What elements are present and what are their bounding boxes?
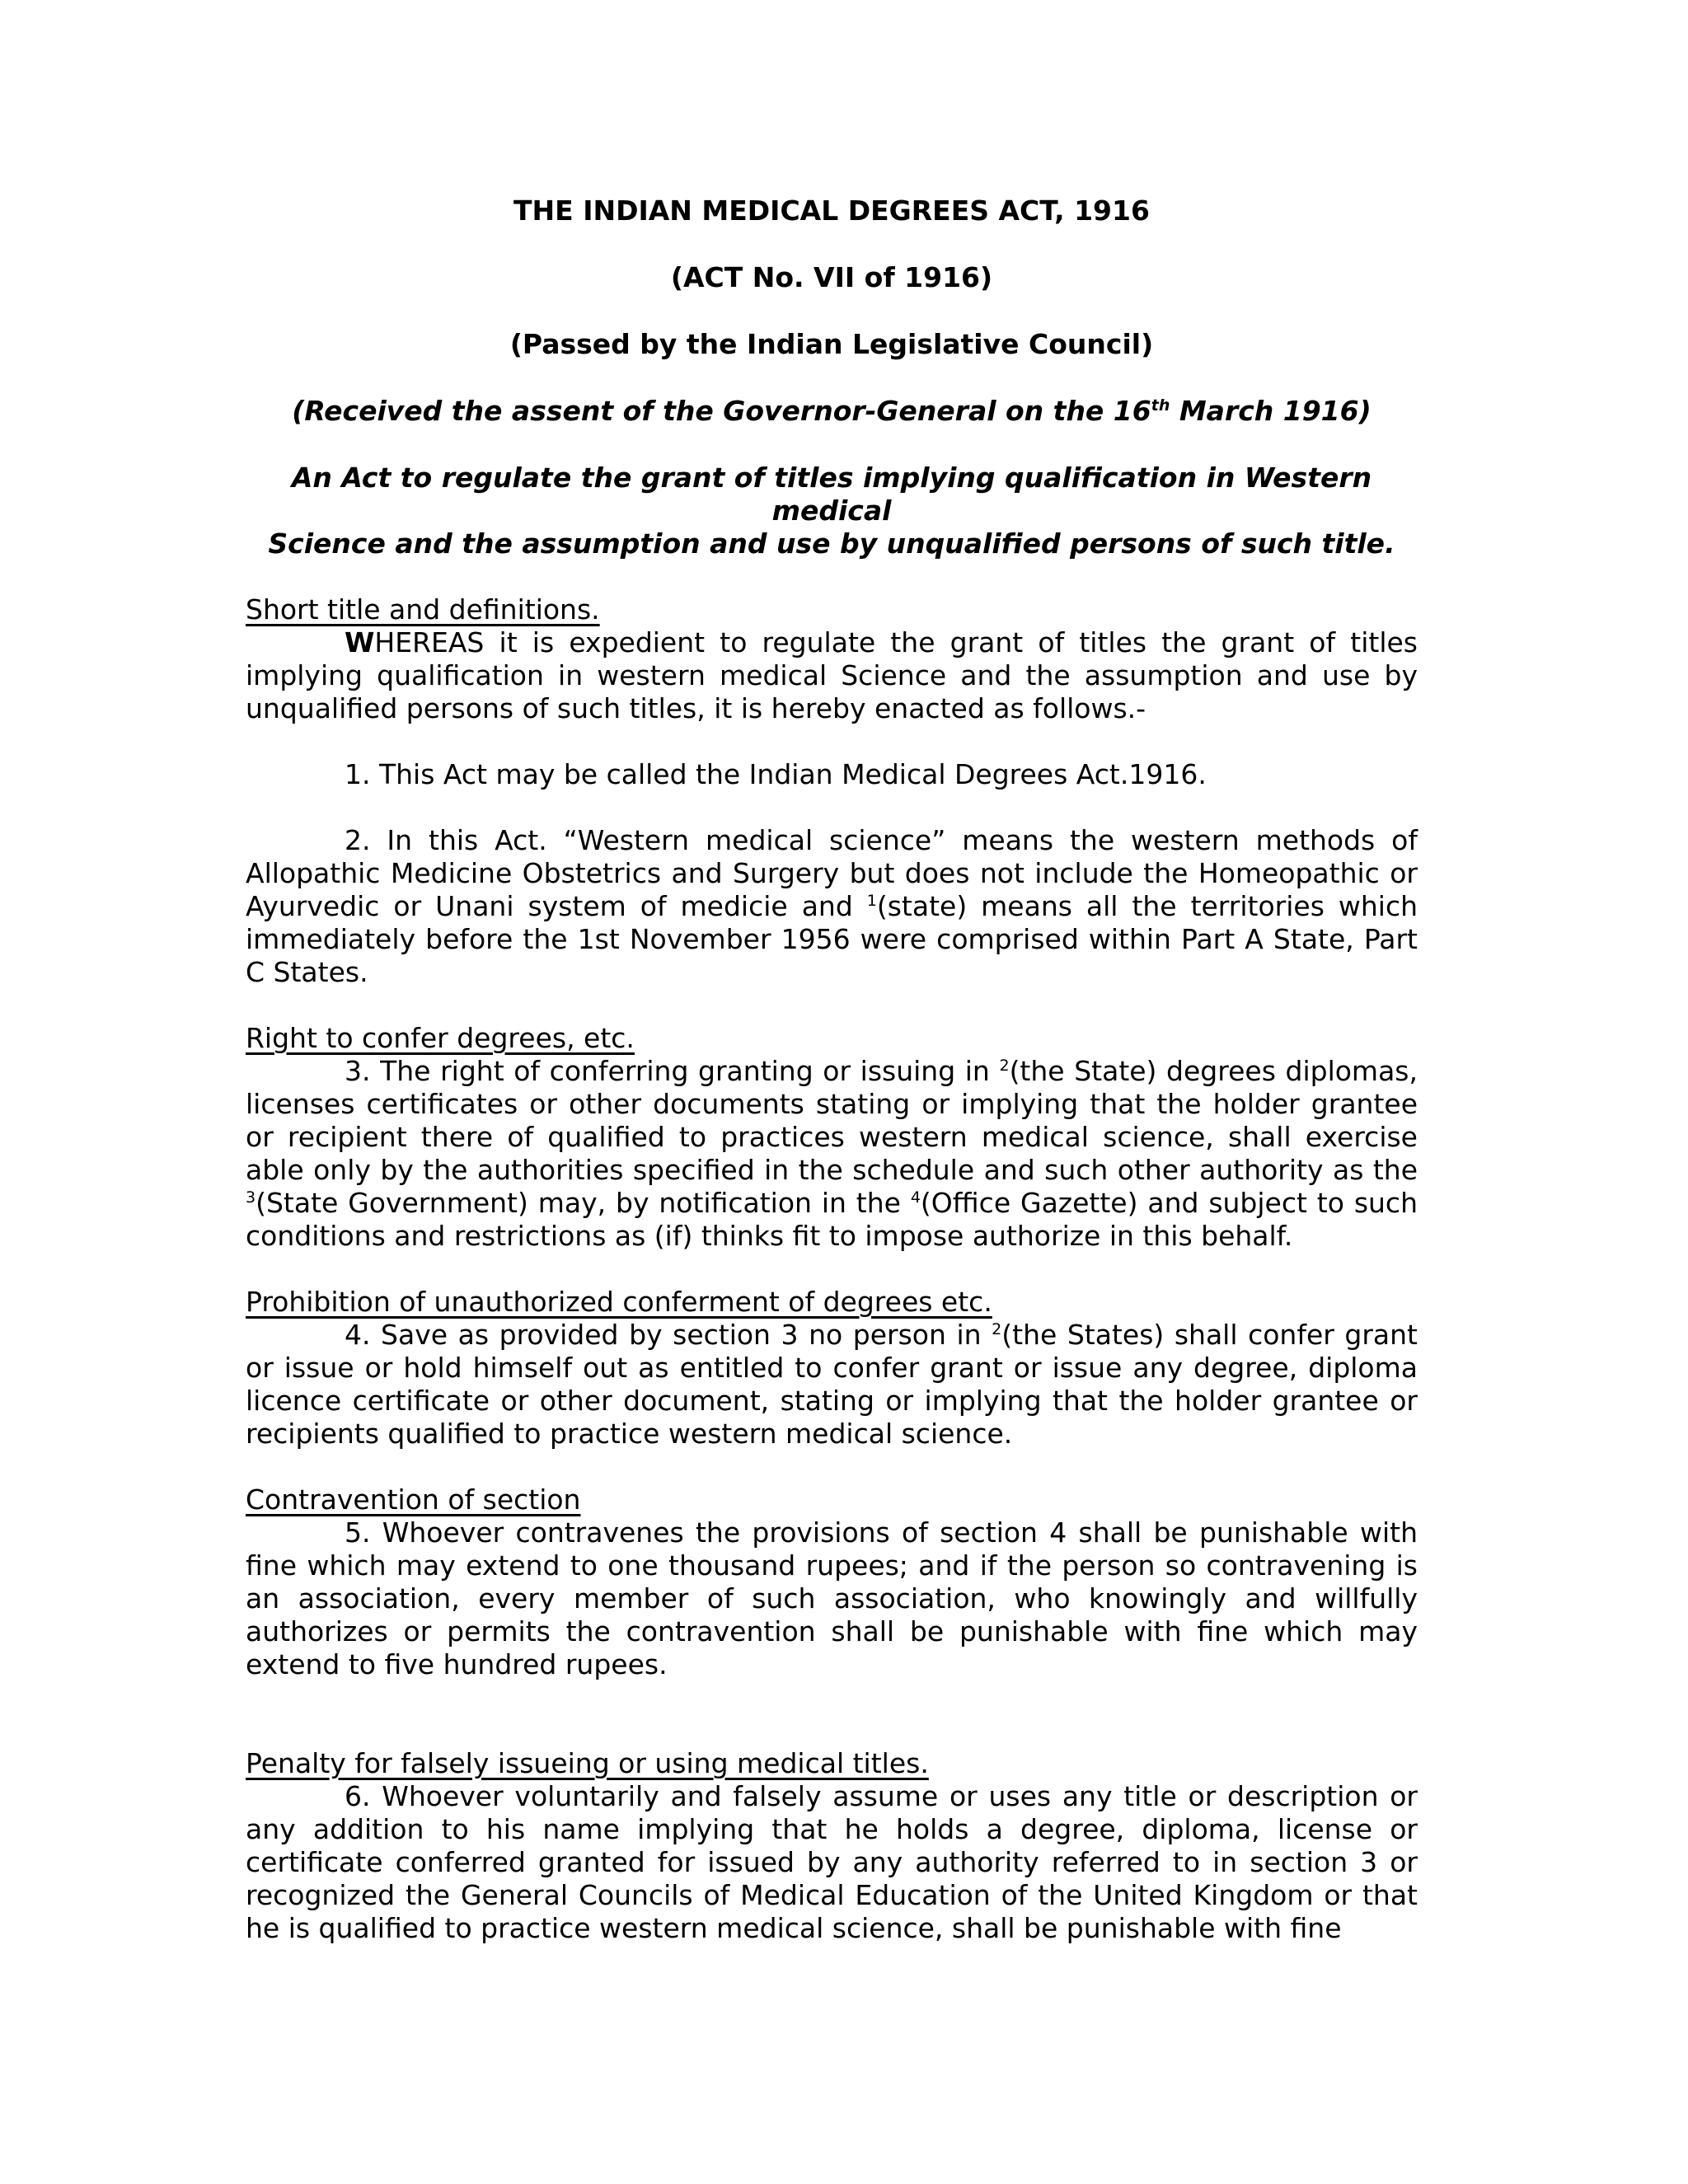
- heading-contravention: Contravention of section: [246, 1483, 581, 1516]
- section-1: 1. This Act may be called the Indian Medical Degrees Act.1916.: [345, 758, 1207, 790]
- section-6: 6. Whoever voluntarily and falsely assume or uses any title or description or any addition to his name implying that he holds a degree, diploma, license or certificate conferred granted for issued by any authority referred to in section 3 or recognized the General Councils of Medical Education of the United Kingdom or that he is qualified to practice western medical science, shall be punishable with fine: [246, 1780, 1418, 1944]
- passed-by: (Passed by the Indian Legislative Council): [509, 328, 1154, 360]
- long-title-line-1: An Act to regulate the grant of titles implying qualification in Western medical: [291, 462, 1372, 527]
- act-number: (ACT No. VII of 1916): [670, 261, 993, 293]
- act-title: THE INDIAN MEDICAL DEGREES ACT, 1916: [513, 194, 1150, 227]
- document-page: [246, 194, 1418, 1945]
- assent-line: (Received the assent of the Governor-General on the 16th March 1916): [292, 395, 1372, 427]
- section-2: 2. In this Act. “Western medical science” means the western methods of Allopathic Medicine Obstetrics and Surgery but does not include the Homeopathic or Ayurvedic or Unani system of medicie and $^1$(state) means all the territories which immediately before the 1st November 1956 were comprised within Part A State, Part C States.: [246, 824, 1418, 988]
- section-3: 3. The right of conferring granting or issuing in $^2$(the State) degrees diplomas, licenses certificates or other documents stating or implying that the holder grantee or recipient there of qualified to practices western medical science, shall exercise able only by the authorities specified in the schedule and such other authority as the $^3$(State Government) may, by notification in the $^4$(Office Gazette) and subject to such conditions and restrictions as (if) thinks fit to impose authorize in this behalf.: [246, 1055, 1418, 1252]
- long-title-line-2: Science and the assumption and use by unqualified persons of such title.: [268, 527, 1395, 560]
- heading-penalty: Penalty for falsely issueing or using medical titles.: [246, 1747, 929, 1779]
- heading-short-title: Short title and definitions.: [246, 593, 600, 626]
- section-5: 5. Whoever contravenes the provisions of section 4 shall be punishable with fine which may extend to one thousand rupees; and if the person so contravening is an association, every member of such association, who knowingly and willfully authorizes or permits the contravention shall be punishable with fine which may extend to five hundred rupees.: [246, 1516, 1418, 1680]
- heading-right-to-confer: Right to confer degrees, etc.: [246, 1022, 635, 1054]
- section-4: 4. Save as provided by section 3 no person in $^2$(the States) shall confer grant or issue or hold himself out as entitled to confer grant or issue any degree, diploma licence certificate or other document, stating or implying that the holder grantee or recipients qualified to practice western medical science.: [246, 1319, 1418, 1450]
- preamble: WHEREAS it is expedient to regulate the grant of titles the grant of titles implying qualification in western medical Science and the assumption and use by unqualified persons of such titles, it is hereby enacted as follows.-: [246, 626, 1418, 724]
- heading-prohibition: Prohibition of unauthorized conferment of degrees etc.: [246, 1286, 992, 1318]
